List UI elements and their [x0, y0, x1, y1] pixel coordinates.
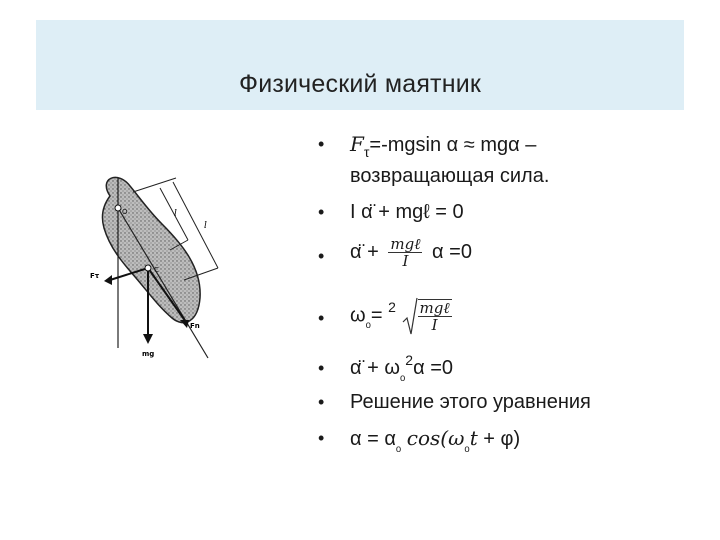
bullet-dot: • — [318, 392, 325, 412]
bullet-dot: • — [318, 358, 325, 378]
pendulum-body — [102, 177, 200, 322]
label-ft: Fτ — [90, 272, 100, 280]
label-o: O — [122, 208, 128, 216]
label-l-lower: l — [204, 221, 207, 231]
fraction-mgl-over-i: $\frac{\text{mgℓ}}{I}$ — [419, 299, 450, 334]
bullet-dot: • — [318, 428, 325, 448]
pendulum-diagram — [88, 168, 238, 368]
bullet-dot: • — [318, 246, 325, 266]
bullet-dot: • — [318, 134, 325, 154]
title-band — [36, 20, 684, 110]
fraction-mgl-over-i: $\frac{\text{mgℓ}}{I}$ — [390, 235, 421, 270]
sqrt-expression: $^2$ $\frac{\text{mgℓ}}{I}$ — [388, 296, 455, 336]
bullet-dot: • — [318, 308, 325, 328]
label-l-upper: l — [174, 209, 177, 219]
slide-title: Физический маятник — [238, 70, 482, 98]
bullet-dot: • — [318, 202, 325, 222]
pivot-o — [115, 205, 121, 211]
center-c — [145, 265, 151, 271]
radical-sign — [402, 296, 418, 336]
label-fn: Fn — [190, 322, 200, 330]
label-mg: mg — [142, 350, 155, 358]
label-c: C — [154, 266, 159, 274]
